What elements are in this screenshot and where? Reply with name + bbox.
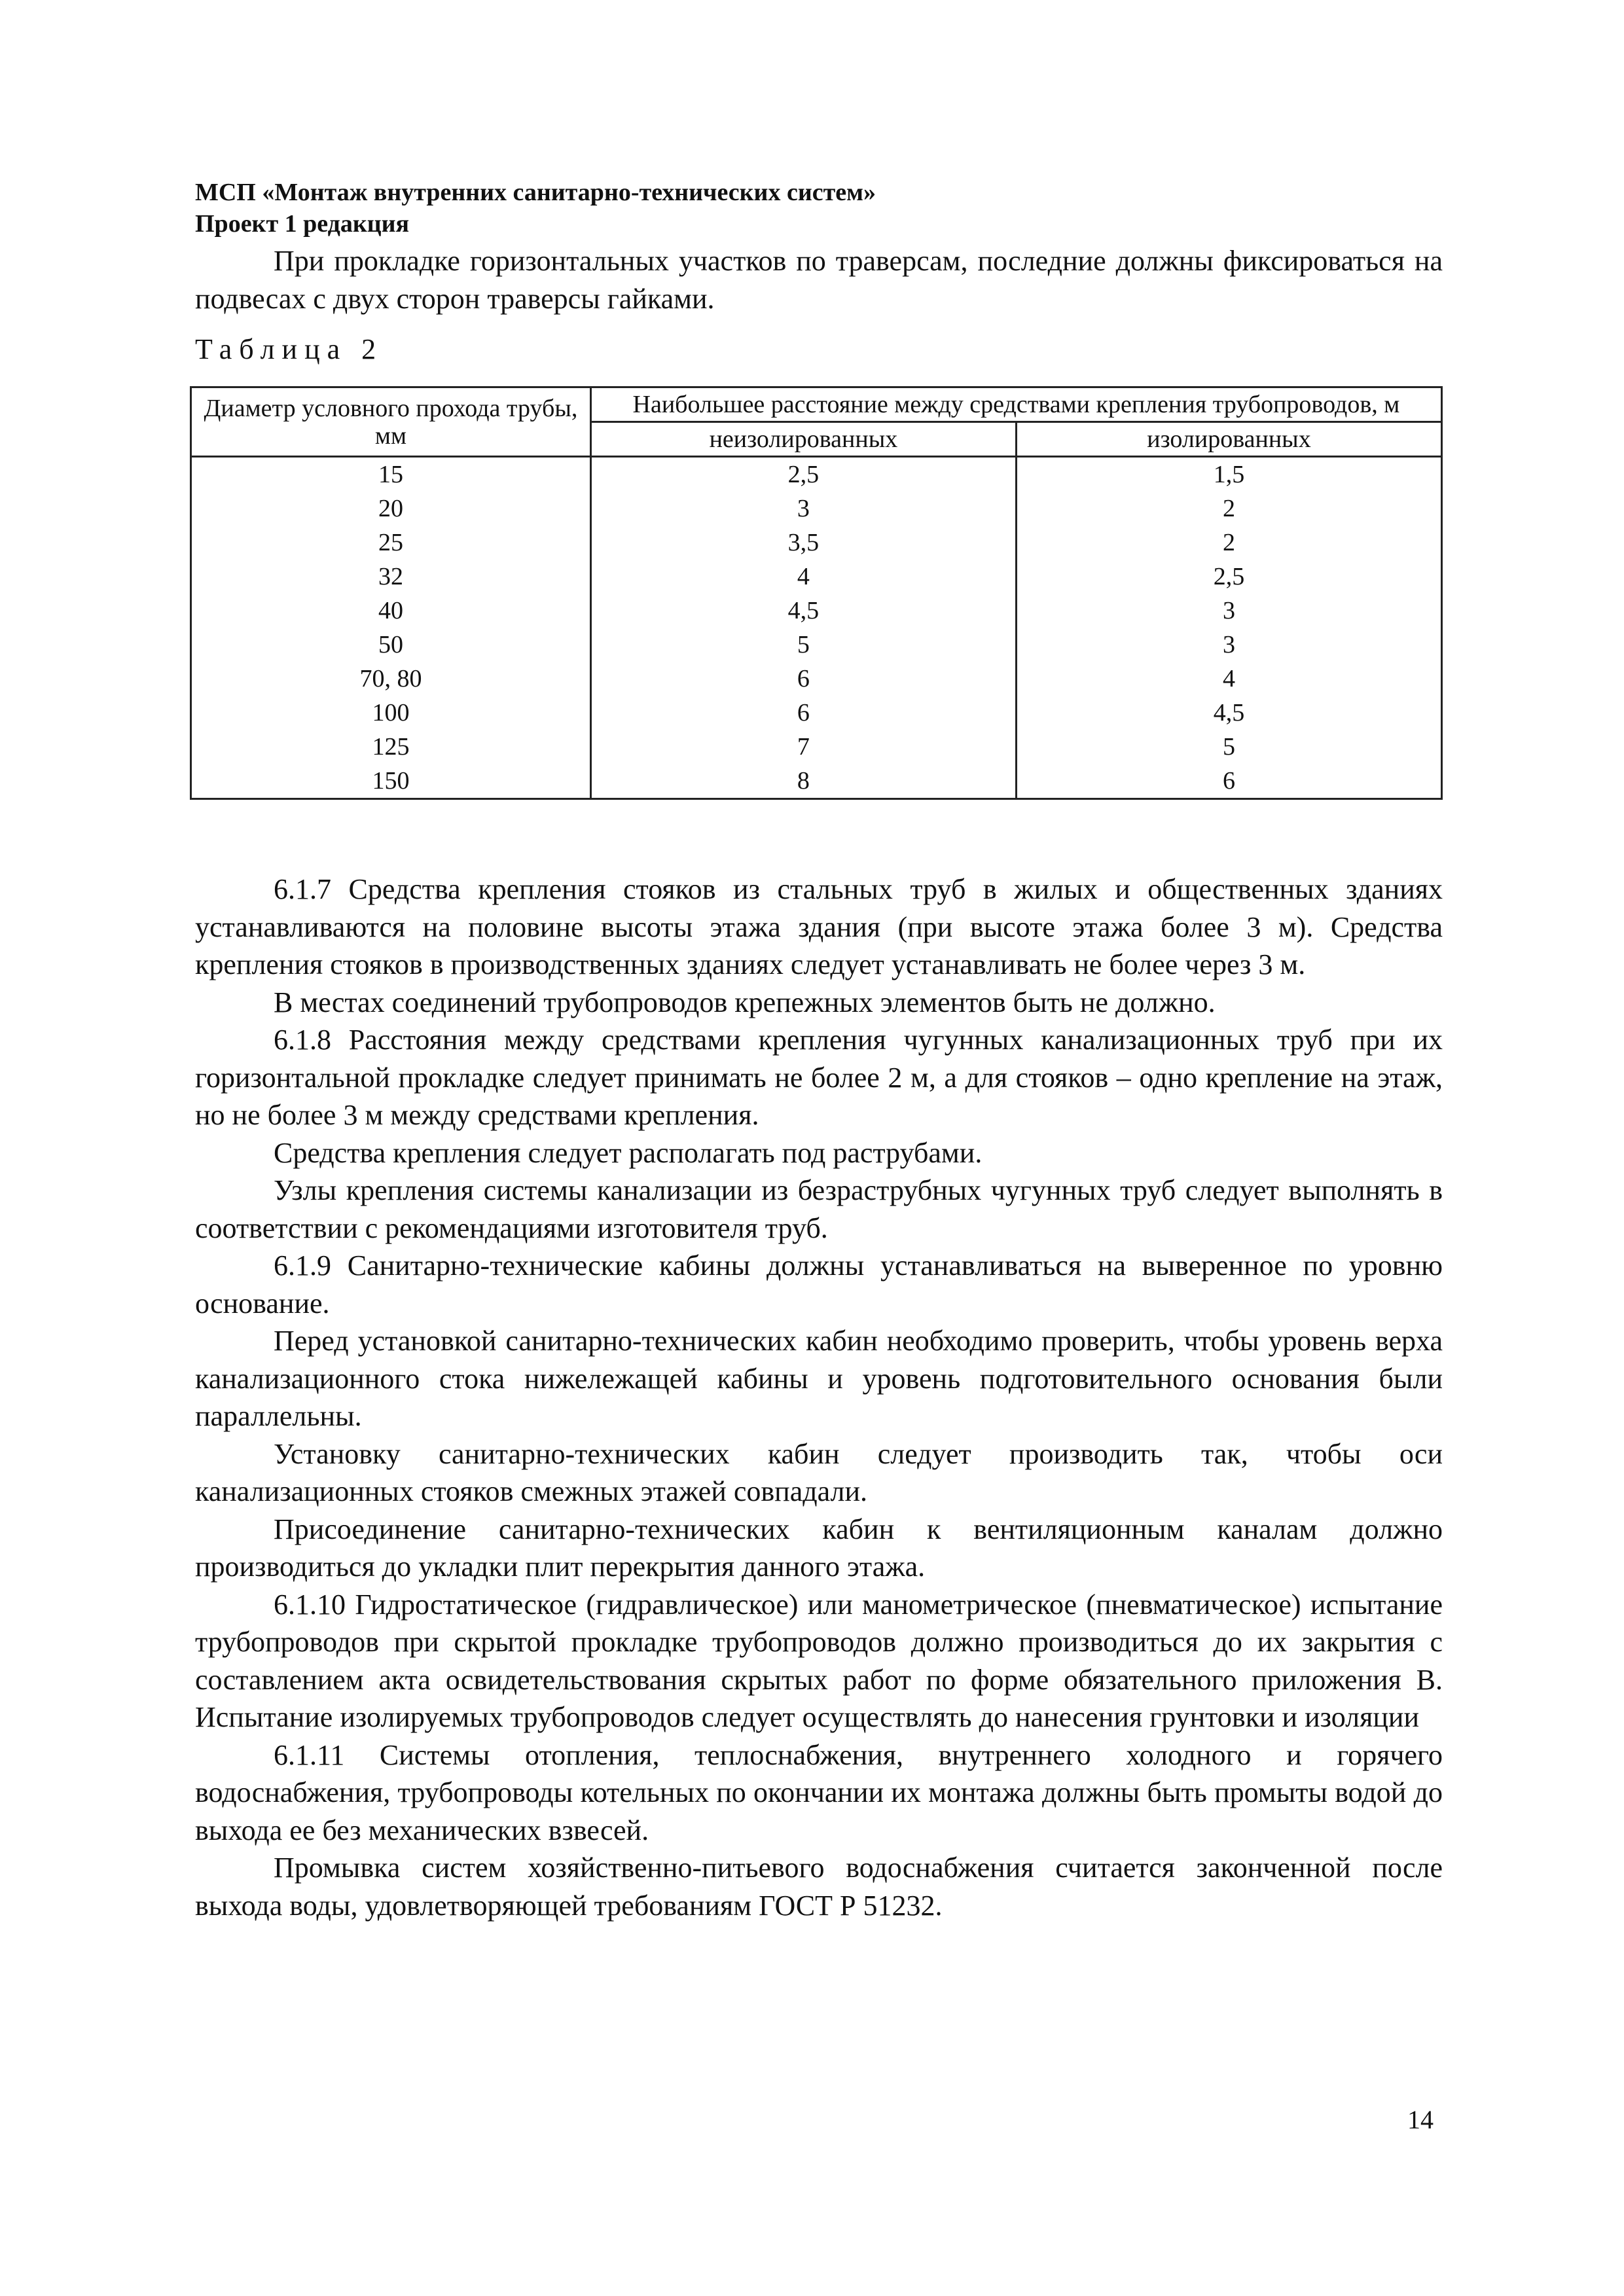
table-caption: Таблица 2 xyxy=(195,333,384,365)
table-cell: 40 xyxy=(191,594,591,628)
column-header-insulated: изолированных xyxy=(1016,422,1441,457)
table-cell: 4,5 xyxy=(590,594,1016,628)
table-cell: 2 xyxy=(1016,492,1441,526)
table-cell: 4 xyxy=(590,560,1016,594)
table-cell: 50 xyxy=(191,628,591,662)
table-cell: 2,5 xyxy=(1016,560,1441,594)
page-number: 14 xyxy=(1407,2105,1434,2134)
table-row xyxy=(191,696,1442,730)
table-cell: 1,5 xyxy=(1016,457,1441,492)
table-cell: 15 xyxy=(191,457,591,492)
table-row xyxy=(191,526,1442,560)
column-header-uninsulated: неизолированных xyxy=(590,422,1016,457)
document-header-title: МСП «Монтаж внутренних санитарно-технических систем» xyxy=(195,179,876,206)
table-row xyxy=(191,492,1442,526)
paragraph-6-1-10: 6.1.10 Гидростатическое (гидравлическое) или манометрическое (пневматическое) испытание трубопроводов при скрытой прокладке трубопроводов должно производиться до их закрытия с составлением акта освидетельствования скрытых работ по форме обязательного приложения В. Испытание изолируемых трубопроводов следует осуществлять до нанесения грунтовки и изоляции xyxy=(195,1588,1443,1733)
paragraph-sockets: Средства крепления следует располагать под раструбами. xyxy=(274,1136,983,1169)
paragraph-ventilation: Присоединение санитарно-технических кабин к вентиляционным каналам должно производиться до укладки плит перекрытия данного этажа. xyxy=(195,1513,1443,1583)
paragraph-6-1-11: 6.1.11 Системы отопления, теплоснабжения, внутреннего холодного и горячего водоснабжения, трубопроводы котельных по окончании их монтажа должны быть промыты водой до выхода ее без механических взвесей. xyxy=(195,1738,1443,1846)
intro-paragraph: При прокладке горизонтальных участков по траверсам, последние должны фиксироваться на подвесах с двух сторон траверсы гайками. xyxy=(195,245,1443,315)
table-cell: 3 xyxy=(1016,594,1441,628)
table-cell: 8 xyxy=(590,764,1016,799)
table-row xyxy=(191,628,1442,662)
table-cell: 3,5 xyxy=(590,526,1016,560)
fastener-spacing-table xyxy=(190,386,1443,800)
table-cell: 6 xyxy=(1016,764,1441,799)
table-cell: 4,5 xyxy=(1016,696,1441,730)
table-cell: 125 xyxy=(191,730,591,764)
table-row xyxy=(191,764,1442,799)
table-cell: 5 xyxy=(1016,730,1441,764)
table-cell: 25 xyxy=(191,526,591,560)
paragraph-6-1-8: 6.1.8 Расстояния между средствами крепления чугунных канализационных труб при их горизонтальной прокладке следует принимать не более 2 м, а для стояков – одно крепление на этаж, но не более 3 м между средствами крепления. xyxy=(195,1024,1443,1131)
table-cell: 4 xyxy=(1016,662,1441,696)
table-cell: 32 xyxy=(191,560,591,594)
paragraph-6-1-7: 6.1.7 Средства крепления стояков из стальных труб в жилых и общественных зданиях устанавливаются на половине высоты этажа здания (при высоте этажа более 3 м). Средства крепления стояков в производственных зданиях следует устанавливать не более через 3 м. xyxy=(195,873,1443,980)
main-text xyxy=(195,870,1443,1924)
table-cell: 5 xyxy=(590,628,1016,662)
column-header-diameter: Диаметр условного прохода трубы, мм xyxy=(191,387,591,457)
table-cell: 7 xyxy=(590,730,1016,764)
paragraph-check-levels: Перед установкой санитарно-технических кабин необходимо проверить, чтобы уровень верха канализационного стока нижележащей кабины и уровень подготовительного основания были параллельны. xyxy=(195,1325,1443,1432)
table-cell: 100 xyxy=(191,696,591,730)
table-cell: 2,5 xyxy=(590,457,1016,492)
intro-section xyxy=(195,242,1443,317)
paragraph-cabin-installation: Установку санитарно-технических кабин следует производить так, чтобы оси канализационных стояков смежных этажей совпадали. xyxy=(195,1437,1443,1507)
table-cell: 3 xyxy=(590,492,1016,526)
table-cell: 70, 80 xyxy=(191,662,591,696)
paragraph-flushing: Промывка систем хозяйственно-питьевого водоснабжения считается законченной после выхода воды, удовлетворяющей требованиям ГОСТ Р 51232. xyxy=(195,1852,1443,1922)
table-cell: 6 xyxy=(590,696,1016,730)
table-row xyxy=(191,457,1442,492)
table-cell: 6 xyxy=(590,662,1016,696)
table-row xyxy=(191,594,1442,628)
table-row xyxy=(191,662,1442,696)
table-cell: 20 xyxy=(191,492,591,526)
table-cell: 3 xyxy=(1016,628,1441,662)
document-header-subtitle: Проект 1 редакция xyxy=(195,210,410,238)
paragraph-6-1-9: 6.1.9 Санитарно-технические кабины должны устанавливаться на выверенное по уровню основание. xyxy=(195,1249,1443,1319)
table-row xyxy=(191,730,1442,764)
paragraph-joints: В местах соединений трубопроводов крепежных элементов быть не должно. xyxy=(274,986,1216,1018)
table-row xyxy=(191,560,1442,594)
table-cell: 2 xyxy=(1016,526,1441,560)
table-cell: 150 xyxy=(191,764,591,799)
paragraph-socketless-pipes: Узлы крепления системы канализации из безраструбных чугунных труб следует выполнять в соответствии с рекомендациями изготовителя труб. xyxy=(195,1174,1443,1244)
column-header-group-distance: Наибольшее расстояние между средствами крепления трубопроводов, м xyxy=(590,387,1441,422)
